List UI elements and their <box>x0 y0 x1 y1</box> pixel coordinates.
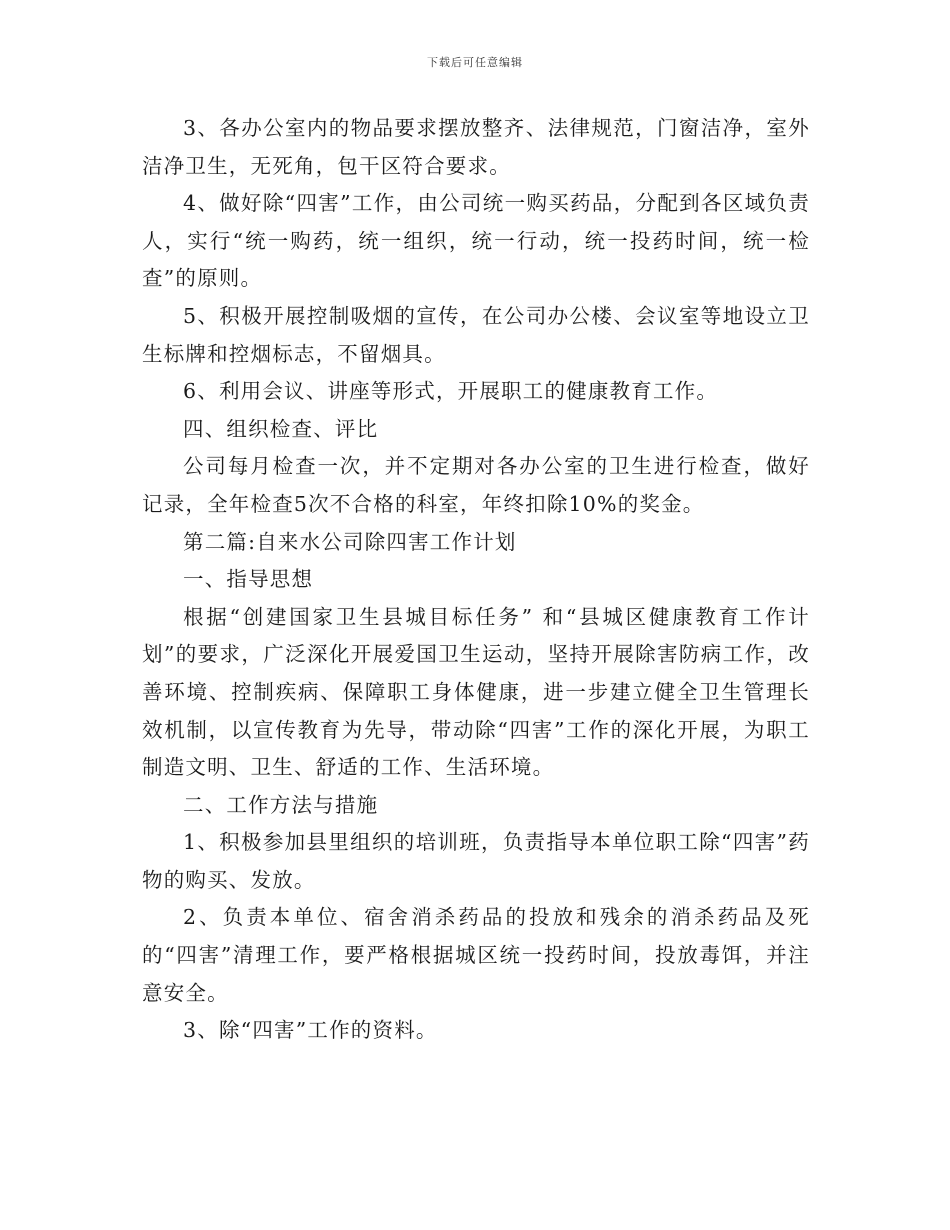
paragraph-item-6: 6、利用会议、讲座等形式，开展职工的健康教育工作。 <box>183 379 719 404</box>
page-header-note: 下载后可任意编辑 <box>427 56 523 69</box>
section-heading-methods: 二、工作方法与措施 <box>183 792 379 817</box>
paragraph-item-5: 5、积极开展控制吸烟的宣传，在公司办公楼、会议室等地设立卫生标牌和控烟标志，不留烟具。 <box>142 303 810 366</box>
section-heading-guiding-ideology: 一、指导思想 <box>183 567 314 592</box>
paragraph-item-4: 4、做好除“四害”工作，由公司统一购买药品，分配到各区域负责人，实行“统一购药，统一组织，统一行动，统一投药时间，统一检查”的原则。 <box>142 191 810 291</box>
chapter-title-part-two: 第二篇:自来水公司除四害工作计划 <box>183 529 517 554</box>
document-body <box>142 110 810 1050</box>
paragraph-method-1: 1、积极参加县里组织的培训班，负责指导本单位职工除“四害”药物的购买、发放。 <box>142 830 810 892</box>
paragraph-inspection: 公司每月检查一次，并不定期对各办公室的卫生进行检查，做好记录，全年检查5次不合格的科室，年终扣除10%的奖金。 <box>142 454 810 516</box>
paragraph-item-3: 3、各办公室内的物品要求摆放整齐、法律规范，门窗洁净，室外洁净卫生，无死角，包干区符合要求。 <box>142 116 810 178</box>
paragraph-guiding-ideology: 根据“创建国家卫生县城目标任务” 和“县城区健康教育工作计划”的要求，广泛深化开展爱国卫生运动，坚持开展除害防病工作，改善环境、控制疾病、保障职工身体健康，进一步建立健全卫生管理长效机制，以宣传教育为先导，带动除“四害”工作的深化开展，为职工制造文明、卫生、舒适的工作、生活环境。 <box>142 604 810 780</box>
paragraph-method-2: 2、负责本单位、宿舍消杀药品的投放和残余的消杀药品及死的“四害”清理工作，要严格根据城区统一投药时间，投放毒饵，并注意安全。 <box>142 905 810 1005</box>
section-heading-inspection: 四、组织检查、评比 <box>183 416 379 441</box>
paragraph-method-3: 3、除“四害”工作的资料。 <box>183 1018 438 1043</box>
